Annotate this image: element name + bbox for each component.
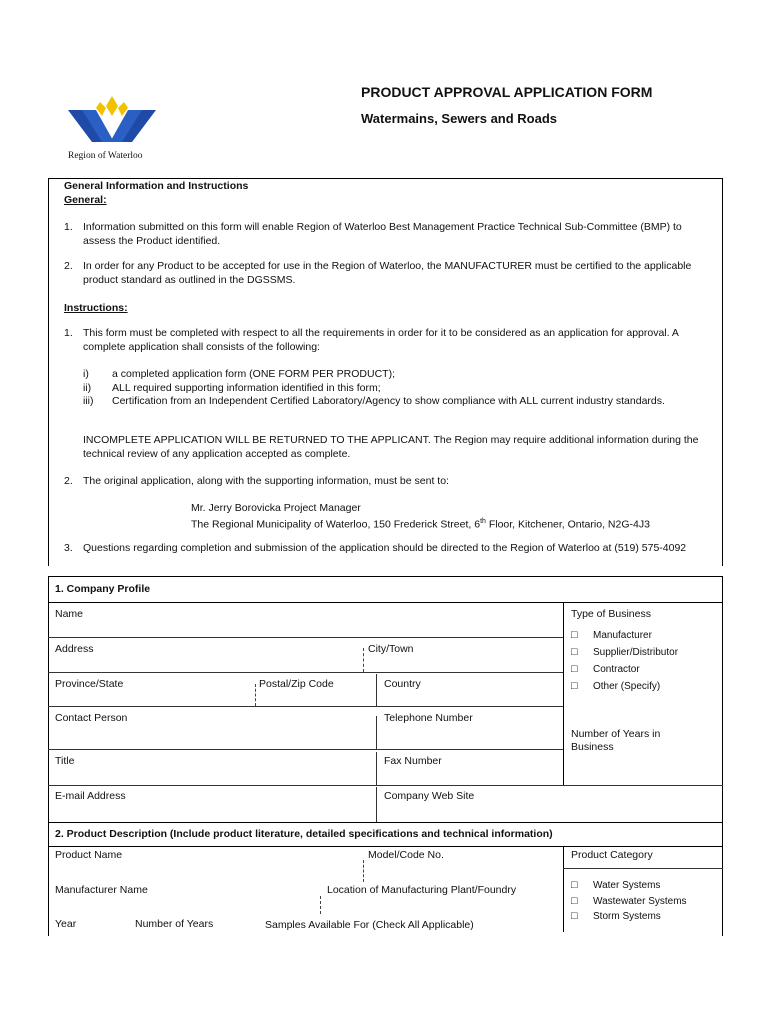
label-plant-location: Location of Manufacturing Plant/Foundry: [327, 884, 517, 896]
company-profile-heading: 1. Company Profile: [55, 583, 151, 595]
product-description-heading: 2. Product Description (Include product literature, detailed specifications and technical information): [55, 828, 553, 840]
subitem: i) a completed application form (ONE FORM PER PRODUCT);: [83, 368, 395, 380]
general-heading: General Information and Instructions: [64, 180, 249, 192]
label-contact: Contact Person: [55, 712, 128, 724]
checkbox-supplier[interactable]: □ Supplier/Distributor: [571, 644, 678, 661]
product-category-list: [571, 878, 687, 925]
general-item-1: 1. Information submitted on this form will enable Region of Waterloo Best Management Practice Technical Sub-Committee (BMP) to assess the Product identified.: [64, 221, 682, 247]
general-item-2: 2. In order for any Product to be accepted for use in the Region of Waterloo, the MANUFACTURER must be certified to the applicable product standard as outlined in the DGSSMS.: [64, 260, 692, 286]
checkbox-other[interactable]: □ Other (Specify): [571, 678, 678, 695]
checkbox-contractor[interactable]: □ Contractor: [571, 661, 678, 678]
instructions-item-2: 2. The original application, along with the supporting information, must be sent to:: [64, 475, 449, 487]
label-web: Company Web Site: [384, 790, 475, 802]
label-title: Title: [55, 755, 75, 767]
general-subheading: General:: [64, 194, 107, 206]
label-number-of-years: Number of Years: [135, 918, 214, 930]
instructions-item-1: 1. This form must be completed with respect to all the requirements in order for it to be considered as an application for approval. A complete application shall consists of the following:: [64, 327, 679, 353]
label-product-name: Product Name: [55, 849, 123, 861]
checkbox-manufacturer[interactable]: □ Manufacturer: [571, 627, 678, 644]
business-type-list: [571, 627, 678, 695]
checkbox-water-systems[interactable]: □ Water Systems: [571, 878, 687, 894]
logo-mark-icon: [62, 92, 162, 148]
label-years-in-business: Number of Years in Business: [571, 728, 661, 753]
instructions-subitems: [83, 368, 723, 409]
label-province: Province/State: [55, 678, 124, 690]
label-country: Country: [384, 678, 421, 690]
label-model: Model/Code No.: [368, 849, 444, 861]
label-name: Name: [55, 608, 84, 620]
checkbox-wastewater-systems[interactable]: □ Wastewater Systems: [571, 894, 687, 910]
label-fax: Fax Number: [384, 755, 442, 767]
region-logo: [62, 92, 162, 162]
checkbox-storm-systems[interactable]: □ Storm Systems: [571, 909, 687, 925]
instructions-heading: Instructions:: [64, 302, 128, 314]
form-title: PRODUCT APPROVAL APPLICATION FORM: [361, 84, 653, 100]
instructions-item-3: 3. Questions regarding completion and submission of the application should be directed to the Region of Waterloo at (519) 575-4092: [64, 542, 687, 554]
incomplete-note: INCOMPLETE APPLICATION WILL BE RETURNED TO THE APPLICANT. The Region may require additional information during the technical review of any application accepted as complete.: [83, 434, 699, 460]
label-telephone: Telephone Number: [384, 712, 473, 724]
label-email: E-mail Address: [55, 790, 126, 802]
label-postal: Postal/Zip Code: [259, 678, 334, 690]
label-year: Year: [55, 918, 77, 930]
logo-text: Region of Waterloo: [68, 151, 143, 161]
mailing-address: Mr. Jerry Borovicka Project Manager The Regional Municipality of Waterloo, 150 Frederick Street, 6th Floor, Kitchener, Ontario, N2G-4J3: [191, 502, 650, 531]
subitem: iii) Certification from an Independent Certified Laboratory/Agency to show compliance with ALL current industry standards.: [83, 395, 665, 407]
label-samples: Samples Available For (Check All Applicable): [265, 919, 474, 931]
label-manufacturer-name: Manufacturer Name: [55, 884, 148, 896]
label-business-type: Type of Business: [571, 608, 651, 620]
label-city: City/Town: [368, 643, 414, 655]
subitem: ii) ALL required supporting information identified in this form;: [83, 381, 381, 394]
label-product-category: Product Category: [571, 849, 653, 861]
label-address: Address: [55, 643, 94, 655]
form-subtitle: Watermains, Sewers and Roads: [361, 111, 558, 126]
